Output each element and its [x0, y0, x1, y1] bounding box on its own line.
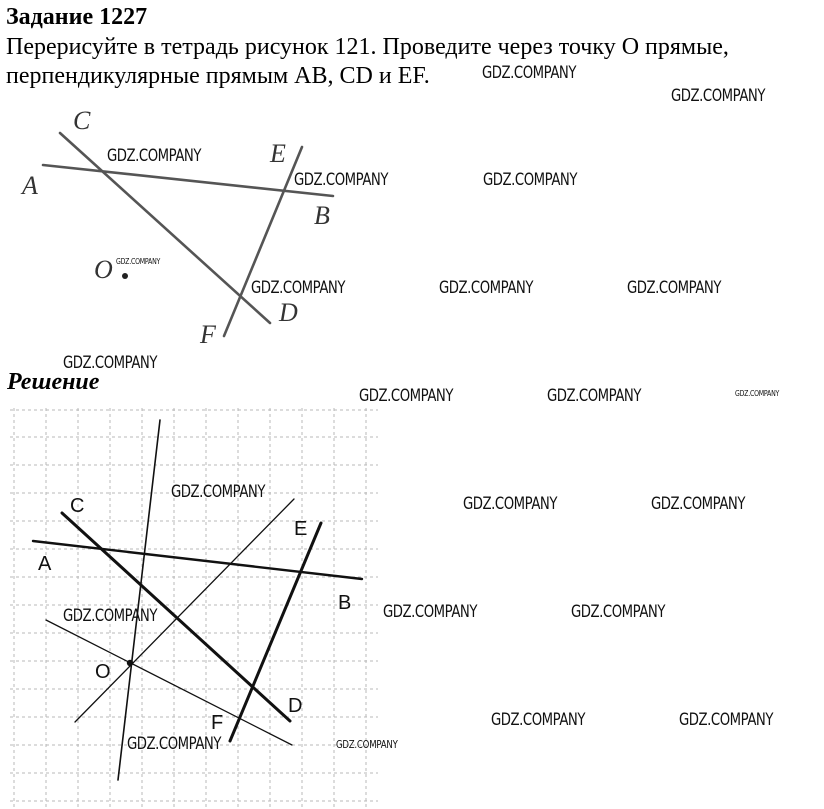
watermark: GDZ.COMPANY	[63, 606, 158, 626]
task-title: Задание 1227	[6, 4, 148, 30]
watermark: GDZ.COMPANY	[116, 257, 161, 266]
watermark: GDZ.COMPANY	[491, 710, 586, 730]
task-text-line-1: Перерисуйте в тетрадь рисунок 121. Проведите через точку О прямые,	[6, 34, 729, 60]
solution-label-o: O	[95, 661, 111, 683]
solution-point-o	[127, 660, 133, 666]
perpendicular-to-ab	[118, 420, 160, 780]
label-b: B	[314, 201, 330, 230]
solution-label-a: A	[38, 553, 52, 575]
watermark: GDZ.COMPANY	[63, 353, 158, 373]
watermark: GDZ.COMPANY	[482, 63, 577, 83]
watermark: GDZ.COMPANY	[127, 734, 222, 754]
point-o	[122, 273, 128, 279]
label-o: O	[94, 255, 113, 284]
solution-label-e: E	[294, 518, 308, 540]
watermark: GDZ.COMPANY	[651, 494, 746, 514]
label-f: F	[200, 320, 216, 349]
watermark: GDZ.COMPANY	[679, 710, 774, 730]
watermark: GDZ.COMPANY	[171, 482, 266, 502]
label-e: E	[270, 139, 286, 168]
watermark: GDZ.COMPANY	[547, 386, 642, 406]
label-d: D	[279, 298, 298, 327]
watermark: GDZ.COMPANY	[383, 602, 478, 622]
solution-label-d: D	[288, 695, 303, 717]
solution-label-b: B	[338, 592, 352, 614]
task-text-line-2: перпендикулярные прямым АВ, CD и EF.	[6, 63, 430, 89]
line-ab	[43, 165, 333, 196]
task-text	[6, 33, 822, 91]
label-c: C	[73, 106, 91, 135]
solution-heading: Решение	[7, 369, 100, 395]
solution-line-ef	[230, 523, 321, 741]
watermark: GDZ.COMPANY	[359, 386, 454, 406]
watermark: GDZ.COMPANY	[735, 389, 780, 398]
watermark: GDZ.COMPANY	[107, 146, 202, 166]
watermark: GDZ.COMPANY	[336, 738, 398, 751]
watermark: GDZ.COMPANY	[671, 86, 766, 106]
perpendicular-to-ef	[46, 620, 292, 745]
solution-label-f: F	[211, 712, 224, 734]
solution-label-c: C	[70, 495, 85, 517]
solution-line-ab	[33, 541, 362, 579]
watermark: GDZ.COMPANY	[251, 278, 346, 298]
watermark: GDZ.COMPANY	[483, 170, 578, 190]
line-ef	[224, 147, 302, 336]
watermark: GDZ.COMPANY	[439, 278, 534, 298]
watermark: GDZ.COMPANY	[294, 170, 389, 190]
label-a: A	[22, 171, 38, 200]
watermark: GDZ.COMPANY	[463, 494, 558, 514]
watermark: GDZ.COMPANY	[571, 602, 666, 622]
watermark: GDZ.COMPANY	[627, 278, 722, 298]
